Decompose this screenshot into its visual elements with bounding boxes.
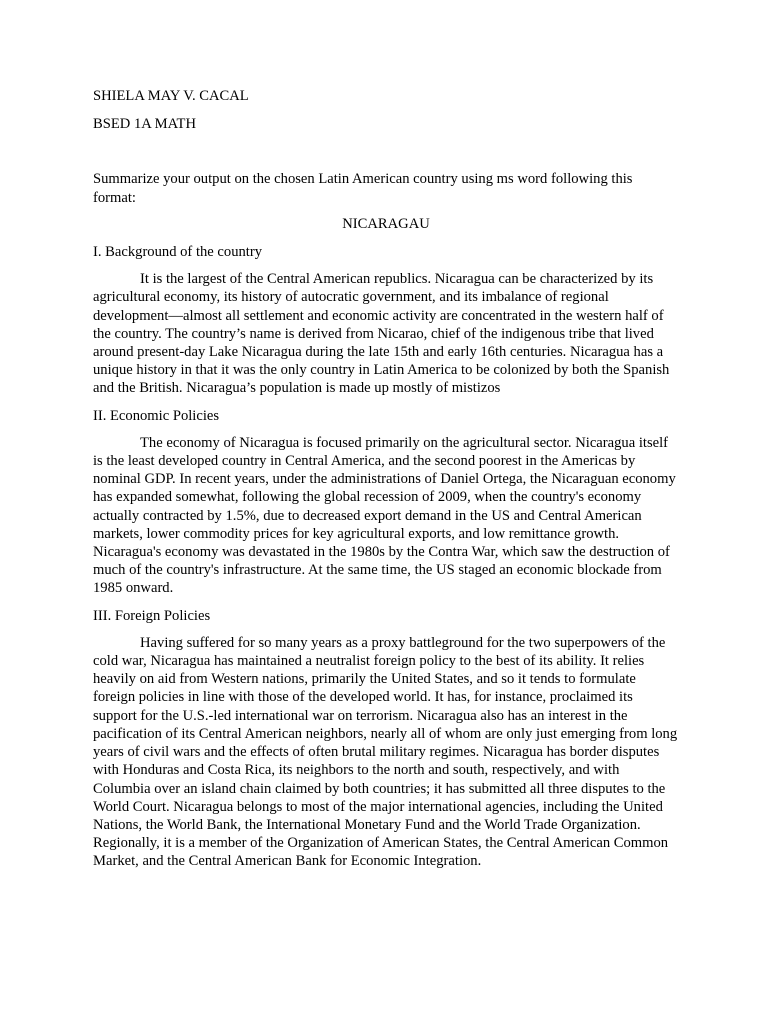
student-course: BSED 1A MATH [93, 116, 196, 133]
assignment-instructions: Summarize your output on the chosen Latin American country using ms word following this format: [93, 171, 633, 206]
section-heading-foreign-policies: III. Foreign Policies [93, 607, 211, 624]
student-name: SHIELA MAY V. CACAL [93, 88, 249, 104]
document-title: NICARAGAU [342, 215, 430, 232]
section-body-background: It is the largest of the Central American republics. Nicaragua can be characterized by its agricultural economy, its history of autocratic government, and its imbalance of regional development—almost all settlement and economic activity are concentrated in the western half of the country. The country’s name is derived from Nicarao, chief of the indigenous tribe that lived around present-day Lake Nicaragua during the late 15th and early 16th centuries. Nicaragua has a unique history in that it was the only country in Latin America to be colonized by both the Spanish and the British. Nicaragua’s population is made up mostly of mistizos [93, 271, 670, 397]
document-body [93, 87, 679, 880]
section-body-economic-policies: The economy of Nicaragua is focused primarily on the agricultural sector. Nicaragua itself is the least developed country in Central America, and the second poorest in the Americas by nominal GDP. In recent years, under the administrations of Daniel Ortega, the Nicaraguan economy has expanded somewhat, following the global recession of 2009, when the country's economy actually contracted by 1.5%, due to decreased export demand in the US and Central American markets, lower commodity prices for key agricultural exports, and low remittance growth. Nicaragua's economy was devastated in the 1980s by the Contra War, which saw the destruction of much of the country's infrastructure. At the same time, the US staged an economic blockade from 1985 onward. [93, 434, 676, 597]
section-heading-background: I. Background of the country [93, 244, 262, 261]
section-heading-economic-policies: II. Economic Policies [93, 407, 220, 424]
section-body-foreign-policies: Having suffered for so many years as a proxy battleground for the two superpowers of the cold war, Nicaragua has maintained a neutralist foreign policy to the best of its ability. It relies heavily on aid from Western nations, primarily the United States, and so it tends to formulate foreign policies in line with those of the developed world. It has, for instance, proclaimed its support for the U.S.-led international war on terrorism. Nicaragua also has an interest in the pacification of its Central American neighbors, nearly all of whom are only just emerging from long years of civil wars and the effects of often brutal military regimes. Nicaragua has border disputes with Honduras and Costa Rica, its neighbors to the north and south, respectively, and with Columbia over an island chain claimed by both countries; it has submitted all three disputes to the World Court. Nicaragua belongs to most of the major international agencies, including the United Nations, the World Bank, the International Monetary Fund and the World Trade Organization. Regionally, it is a member of the Organization of American States, the Central American Common Market, and the Central American Bank for Economic Integration. [93, 634, 678, 870]
